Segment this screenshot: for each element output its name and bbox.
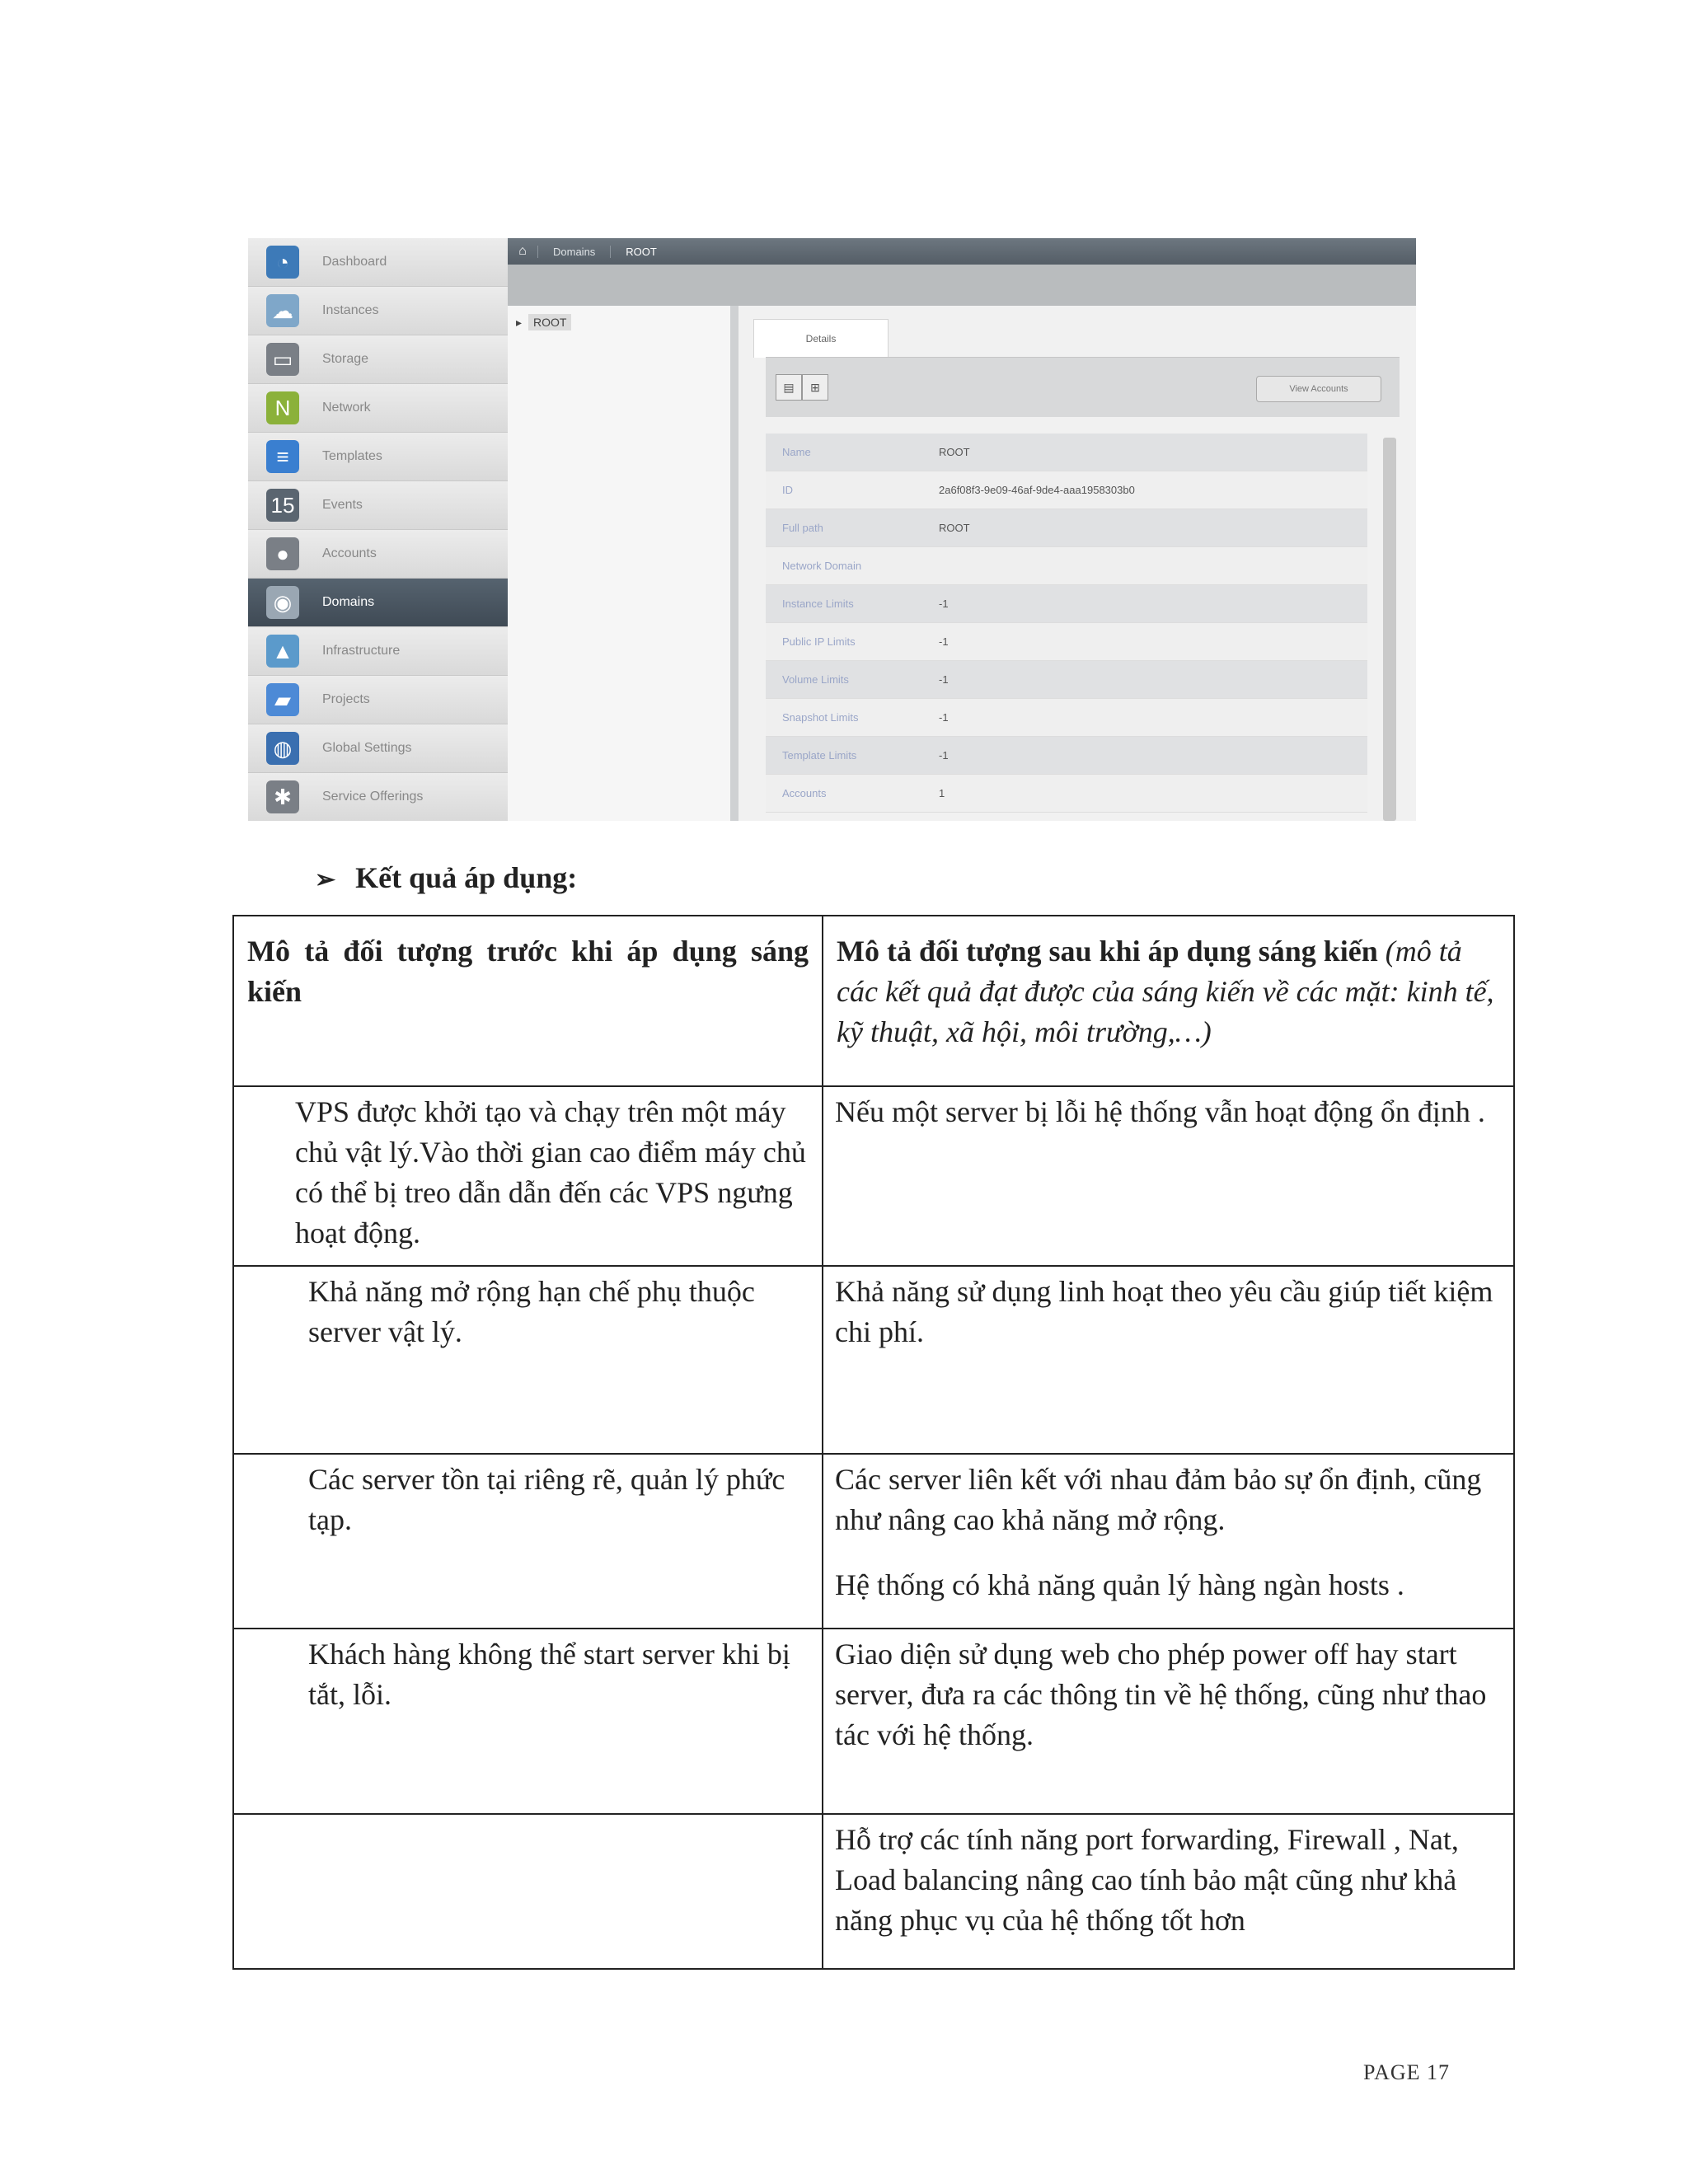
detail-key: Volume Limits [782,673,849,686]
detail-row [766,585,1367,623]
detail-key: ID [782,484,793,496]
header-after [823,916,1514,1086]
infrastructure-icon: ▲ [266,635,299,668]
add-icon[interactable]: ⊞ [802,374,828,401]
results-table [232,915,1515,1970]
breadcrumb-root[interactable]: ROOT [610,246,672,258]
detail-value: 2a6f08f3-9e09-46af-9de4-aaa1958303b0 [939,484,1135,496]
detail-key: Network Domain [782,560,862,572]
sidebar-item-label: Storage [322,352,369,366]
gear-icon: ✱ [266,780,299,813]
detail-row [766,775,1367,813]
row-before: Khả năng mở rộng hạn chế phụ thuộc server vật lý. [233,1266,823,1454]
detail-row [766,434,1367,471]
section-heading [315,860,577,895]
table-header-row [233,916,1514,1086]
sidebar-item-service-offerings[interactable] [248,773,508,821]
storage-icon: ▭ [266,343,299,376]
row-before [233,1814,823,1969]
sidebar-item-label: Network [322,401,371,415]
detail-row [766,737,1367,775]
sidebar-item-label: Accounts [322,546,377,560]
domain-icon: ◉ [266,586,299,619]
detail-key: Name [782,446,811,458]
network-icon: N [266,391,299,424]
header-before: Mô tả đối tượng trước khi áp dụng sáng kiến [233,916,823,1086]
sidebar-item-domains[interactable] [248,579,508,627]
sidebar-item-label: Projects [322,692,370,706]
header-after-bold: Mô tả đối tượng sau khi áp dụng sáng kiến [837,935,1378,968]
user-icon: ● [266,537,299,570]
row-before: VPS được khởi tạo và chạy trên một máy chủ vật lý.Vào thời gian cao điểm máy chủ có thể bị treo dẫn dẫn đến các VPS ngưng hoạt động. [233,1086,823,1266]
detail-row [766,509,1367,547]
sidebar-item-instances[interactable] [248,287,508,335]
detail-value: 1 [939,787,945,799]
table-row [233,1629,1514,1814]
tab-details[interactable]: Details [753,319,889,358]
details-list [766,434,1367,813]
detail-value: -1 [939,635,949,648]
folder-icon: ▰ [266,683,299,716]
cloud-icon: ☁ [266,294,299,327]
scrollbar[interactable] [1383,438,1396,821]
sidebar-item-network[interactable] [248,384,508,433]
detail-row [766,623,1367,661]
detail-row [766,547,1367,585]
row-after: Hỗ trợ các tính năng port forwarding, Firewall , Nat, Load balancing nâng cao tính bảo mật cũng như khả năng phục vụ của hệ thống tốt hơn [823,1814,1514,1969]
detail-key: Public IP Limits [782,635,856,648]
row-after-paragraph: Hệ thống có khả năng quản lý hàng ngàn hosts . [835,1568,1404,1601]
sidebar-item-label: Events [322,498,363,512]
header-after-italic: (mô tả các kết quả đạt được của sáng kiến về các mặt: kinh tế, kỹ thuật, xã hội, môi trường,…) [837,935,1494,1048]
sidebar-item-label: Service Offerings [322,790,424,804]
sidebar-item-storage[interactable] [248,335,508,384]
detail-panel [738,306,1416,821]
page-number: PAGE 17 [1363,2060,1451,2084]
detail-value: -1 [939,598,949,610]
tree-node-root[interactable]: ▸ ROOT [516,316,571,330]
detail-toolbar [766,357,1400,417]
sidebar-item-global-settings[interactable] [248,724,508,773]
home-icon[interactable]: ⌂ [518,244,527,258]
breadcrumb-domains[interactable]: Domains [537,246,610,258]
sidebar-item-label: Dashboard [322,255,387,269]
detail-row [766,661,1367,699]
globe-icon: ◍ [266,732,299,765]
detail-key: Accounts [782,787,827,799]
detail-key: Template Limits [782,749,857,762]
domain-tree [508,306,738,821]
row-after [823,1454,1514,1629]
detail-key: Instance Limits [782,598,854,610]
detail-value: -1 [939,711,949,724]
row-after: Khả năng sử dụng linh hoạt theo yêu cầu giúp tiết kiệm chi phí. [823,1266,1514,1454]
detail-value: -1 [939,673,949,686]
bullet-arrow-icon: ➢ [315,866,336,893]
table-row [233,1454,1514,1629]
table-row [233,1266,1514,1454]
sidebar-item-infrastructure[interactable] [248,627,508,676]
detail-value: ROOT [939,446,970,458]
table-row [233,1086,1514,1266]
detail-row [766,699,1367,737]
table-row [233,1814,1514,1969]
sidebar-item-projects[interactable] [248,676,508,724]
embedded-screenshot [248,238,1416,821]
detail-value: ROOT [939,522,970,534]
sidebar-item-label: Templates [322,449,382,463]
sidebar-item-label: Instances [322,303,379,317]
row-after: Nếu một server bị lỗi hệ thống vẫn hoạt động ổn định . [823,1086,1514,1266]
detail-row [766,471,1367,509]
sidebar-item-label: Global Settings [322,741,412,755]
edit-icon[interactable]: ▤ [776,374,802,401]
breadcrumb [508,238,1416,265]
sidebar-item-templates[interactable] [248,433,508,481]
sidebar-item-label: Infrastructure [322,644,401,658]
sidebar-item-label: Domains [322,595,375,609]
heading-text: Kết quả áp dụng: [355,861,578,894]
sidebar-item-accounts[interactable] [248,530,508,579]
top-band [508,265,1416,306]
sidebar-item-events[interactable] [248,481,508,530]
tree-node-label: ROOT [528,314,571,330]
sidebar-item-dashboard[interactable] [248,238,508,287]
calendar-icon: 15 [266,489,299,522]
sidebar [248,238,508,821]
row-after-paragraph: Các server liên kết với nhau đảm bảo sự ổn định, cũng như nâng cao khả năng mở rộng. [835,1463,1482,1536]
detail-key: Full path [782,522,823,534]
row-before: Các server tồn tại riêng rẽ, quản lý phức tạp. [233,1454,823,1629]
row-after: Giao diện sử dụng web cho phép power off hay start server, đưa ra các thông tin về hệ thống, cũng như thao tác với hệ thống. [823,1629,1514,1814]
view-accounts-button[interactable]: View Accounts [1256,376,1381,402]
row-before: Khách hàng không thể start server khi bị tắt, lỗi. [233,1629,823,1814]
detail-key: Snapshot Limits [782,711,859,724]
dashboard-icon: ◔ [266,246,299,279]
detail-value: -1 [939,749,949,762]
templates-icon: ≡ [266,440,299,473]
